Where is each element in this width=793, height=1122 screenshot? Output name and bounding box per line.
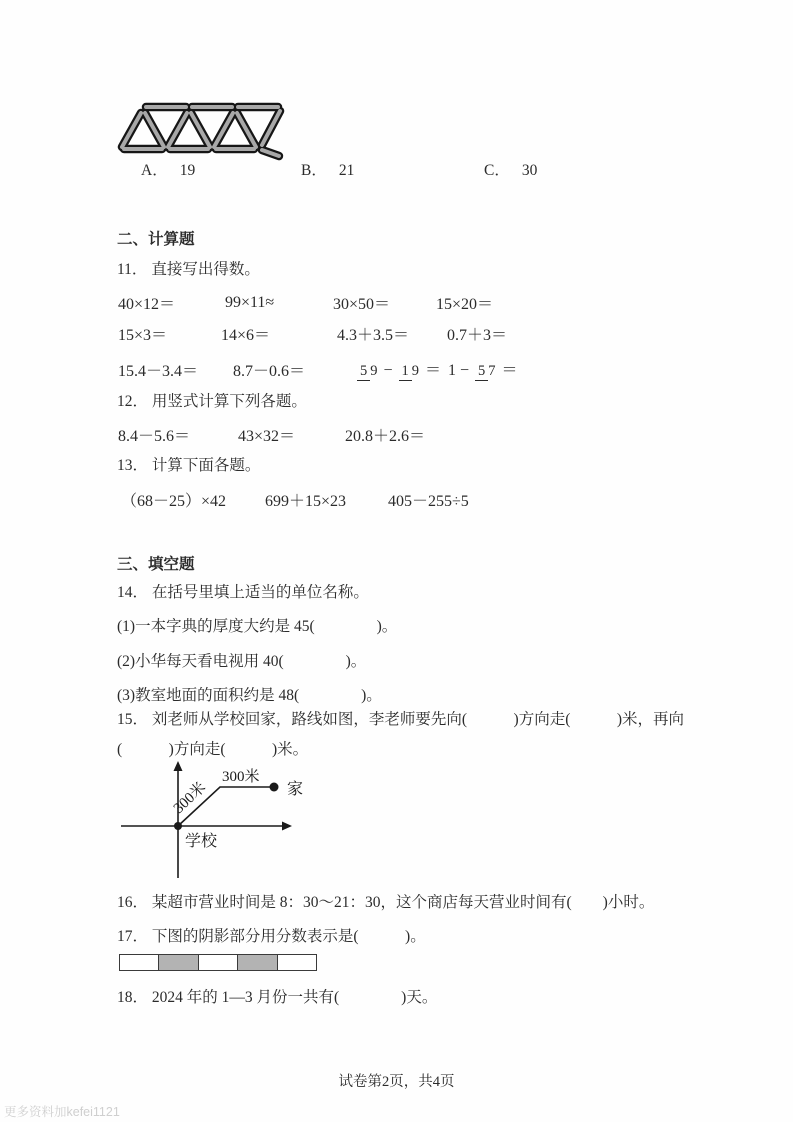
home-label: 家	[287, 781, 304, 798]
equation-blank: 0.7＋3＝	[447, 327, 508, 344]
equation-blank: 30×50＝	[333, 296, 391, 313]
fraction: 5 7	[475, 363, 496, 381]
q12-label	[117, 392, 307, 412]
q11-label	[117, 260, 260, 280]
q11-row3	[118, 348, 518, 390]
equation-blank: 8.4－5.6＝	[118, 428, 191, 445]
q17-text: 下图的阴影部分用分数表示是( )。	[151, 928, 426, 945]
matchstick-triangles-figure	[112, 92, 298, 164]
equation-blank: 14×6＝	[221, 327, 271, 344]
option-letter: A．	[141, 162, 168, 179]
home-point	[270, 783, 279, 792]
up-arrow-icon	[174, 761, 183, 771]
minus-sign: −	[383, 362, 393, 380]
q10-options	[141, 161, 537, 181]
q12-items	[118, 423, 425, 446]
q17-label	[117, 927, 426, 947]
q11-row2	[118, 322, 507, 345]
fraction-equation	[355, 357, 448, 380]
fraction-equation	[448, 357, 518, 380]
q18-text: 2024 年的 1—3 月份一共有( )天。	[151, 989, 438, 1006]
equation-blank: 40×12＝	[118, 296, 176, 313]
option-letter: B．	[301, 162, 327, 179]
fraction: 5 9	[357, 363, 378, 381]
q15-line1	[117, 710, 684, 730]
fraction-shading-bar	[119, 954, 317, 971]
choice-option	[141, 161, 301, 181]
equals-sign: ＝	[501, 362, 518, 380]
page-footer: 试卷第2页，共4页	[338, 1074, 455, 1090]
q14-items	[117, 614, 397, 718]
choice-option	[484, 161, 537, 181]
q16-label	[117, 893, 654, 913]
school-point	[174, 822, 182, 830]
expression: （68－25）×42	[121, 493, 227, 510]
q11-text: 直接写出得数。	[151, 261, 260, 278]
q13-number: 13．	[117, 457, 149, 474]
q13-text: 计算下面各题。	[151, 457, 261, 474]
option-value: 30	[521, 162, 538, 179]
equation-blank: 15.4－3.4＝	[118, 362, 199, 380]
bar-segment	[199, 955, 238, 970]
diagonal-distance-label: 300米	[170, 779, 210, 817]
right-arrow-icon	[282, 822, 292, 831]
q14-number: 14．	[117, 584, 149, 601]
q15-text-line1: 刘老师从学校回家，路线如图，李老师要先向( )方向走( )米，再向	[151, 711, 685, 728]
q12-text: 用竖式计算下列各题。	[151, 393, 307, 410]
equation-blank: 43×32＝	[238, 428, 296, 445]
option-value: 21	[338, 162, 355, 179]
equals-sign: ＝	[425, 362, 442, 380]
q16-number: 16．	[117, 894, 149, 911]
bar-segment	[120, 955, 159, 970]
equation-blank: 20.8＋2.6＝	[345, 428, 426, 445]
section-fill-title: 三、填空题	[117, 556, 195, 573]
q11-row1	[118, 291, 493, 314]
expression: 405－255÷5	[388, 493, 469, 510]
horizontal-distance-label: 300米	[222, 769, 260, 785]
bar-segment	[238, 955, 277, 970]
expression: 699＋15×23	[265, 493, 347, 510]
q13-items	[121, 488, 469, 511]
q14-label	[117, 583, 369, 603]
watermark: 更多资料加kefei1121	[4, 1105, 120, 1119]
whole-number: 1	[448, 362, 456, 380]
bar-segment	[278, 955, 316, 970]
q14-text: 在括号里填上适当的单位名称。	[151, 584, 369, 601]
equation-blank: 15×20＝	[436, 296, 494, 313]
fill-blank-line: (3)教室地面的面积约是 48( )。	[117, 687, 382, 704]
fraction: 1 9	[399, 363, 420, 381]
q15-number: 15．	[117, 711, 149, 728]
equation-blank: 4.3＋3.5＝	[337, 327, 410, 344]
q11-number: 11．	[117, 261, 148, 278]
minus-sign: −	[460, 362, 470, 380]
equation-blank: 8.7－0.6＝	[233, 362, 306, 380]
equation-blank: 99×11≈	[225, 293, 275, 311]
q13-label	[117, 456, 260, 476]
q12-number: 12．	[117, 393, 149, 410]
option-value: 19	[179, 162, 196, 179]
option-letter: C．	[484, 162, 510, 179]
q18-number: 18．	[117, 989, 149, 1006]
equation-blank: 15×3＝	[118, 327, 168, 344]
route-diagram	[115, 760, 405, 882]
fill-blank-line: (1)一本字典的厚度大约是 45( )。	[117, 618, 398, 635]
q18-label	[117, 988, 437, 1008]
choice-option	[301, 161, 484, 181]
section-calc-title: 二、计算题	[117, 231, 195, 248]
q15-line2: ( )方向走( )米。	[117, 741, 309, 758]
q16-text: 某超市营业时间是 8：30～21：30，这个商店每天营业时间有( )小时。	[151, 894, 655, 911]
school-label: 学校	[185, 833, 218, 850]
q17-number: 17．	[117, 928, 149, 945]
bar-segment	[159, 955, 198, 970]
fill-blank-line: (2)小华每天看电视用 40( )。	[117, 652, 367, 670]
